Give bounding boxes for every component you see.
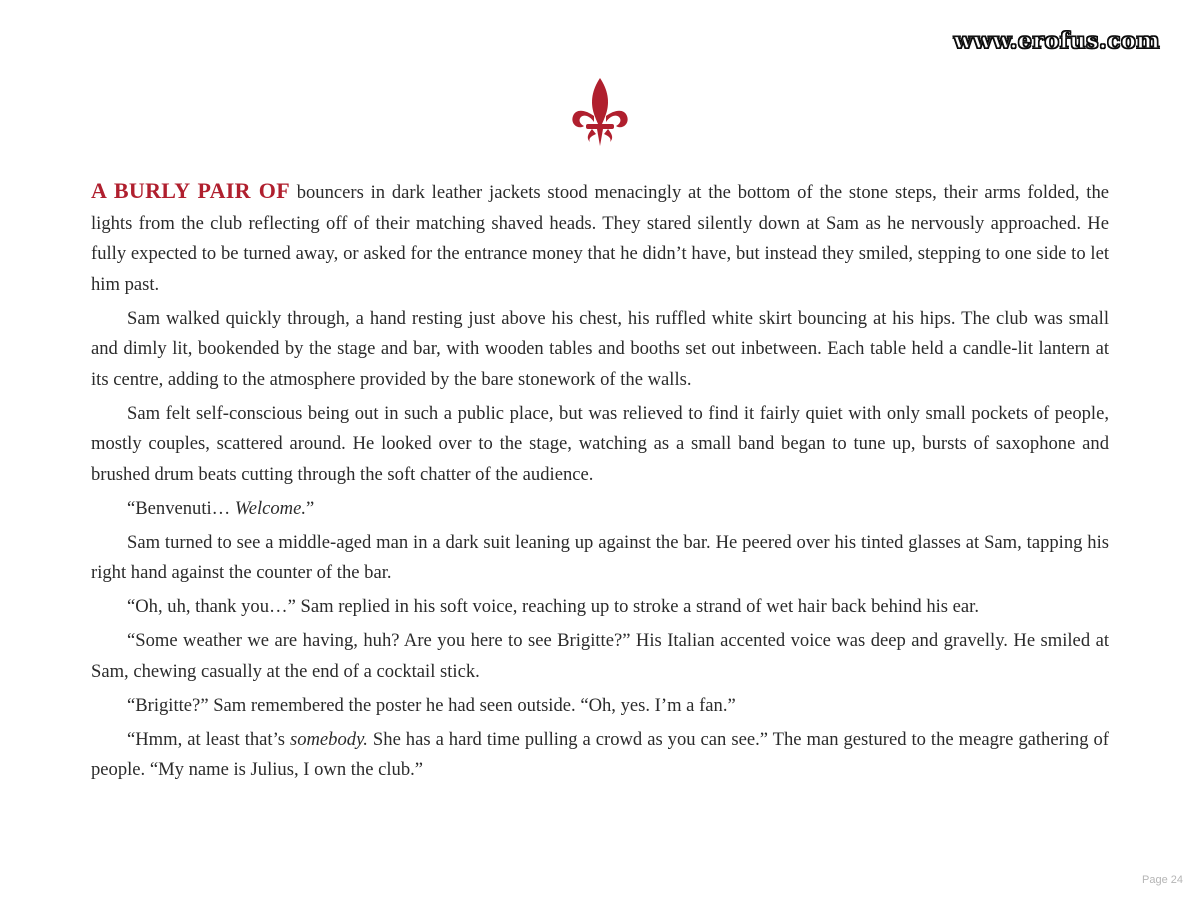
paragraph: “Some weather we are having, huh? Are you here to see Brigitte?” His Italian accented voice was deep and gravelly. He smiled at Sam, chewing casually at the end of a cocktail stick. xyxy=(91,630,1109,682)
paragraph: Sam felt self-conscious being out in such a public place, but was relieved to find it fairly quiet with only small pockets of people, mostly couples, scattered around. He looked over to the stage, watching as a small band began to tune up, bursts of saxophone and brushed drum beats cutting through the soft chatter of the audience. xyxy=(91,402,1109,485)
fleur-de-lis-icon xyxy=(570,76,630,148)
paragraph: “Brigitte?” Sam remembered the poster he had seen outside. “Oh, yes. I’m a fan.” xyxy=(127,694,736,716)
paragraph: “Oh, uh, thank you…” Sam replied in his soft voice, reaching up to stroke a strand of wet hair back behind his ear. xyxy=(127,596,979,617)
paragraph: Sam turned to see a middle-aged man in a dark suit leaning up against the bar. He peered over his tinted glasses at Sam, tapping his right hand against the counter of the bar. xyxy=(91,531,1109,583)
watermark: www.erofus.com xyxy=(953,28,1160,54)
paragraph: “Benvenuti… Welcome.” xyxy=(127,497,315,519)
paragraph: Sam walked quickly through, a hand resting just above his chest, his ruffled white skirt bouncing at his hips. The club was small and dimly lit, bookended by the stage and bar, with wooden tables and booths set out inbetween. Each table held a candle-lit lantern at its centre, adding to the atmosphere provided by the bare stonework of the walls. xyxy=(91,307,1109,390)
lead-in: A BURLY PAIR OF xyxy=(91,178,290,203)
paragraph: A BURLY PAIR OF bouncers in dark leather jackets stood menacingly at the bottom of the stone steps, their arms folded, the lights from the club reflecting off of their matching shaved heads. They stared silently down at Sam as he nervously approached. He fully expected to be turned away, or asked for the entrance money that he didn’t have, but instead they smiled, stepping to one side to let him past. xyxy=(91,178,1109,295)
story-text xyxy=(91,176,1109,789)
page-number: Page 24 xyxy=(1142,874,1183,886)
paragraph: “Hmm, at least that’s somebody. She has a hard time pulling a crowd as you can see.” The man gestured to the meagre gathering of people. “My name is Julius, I own the club.” xyxy=(91,728,1110,780)
